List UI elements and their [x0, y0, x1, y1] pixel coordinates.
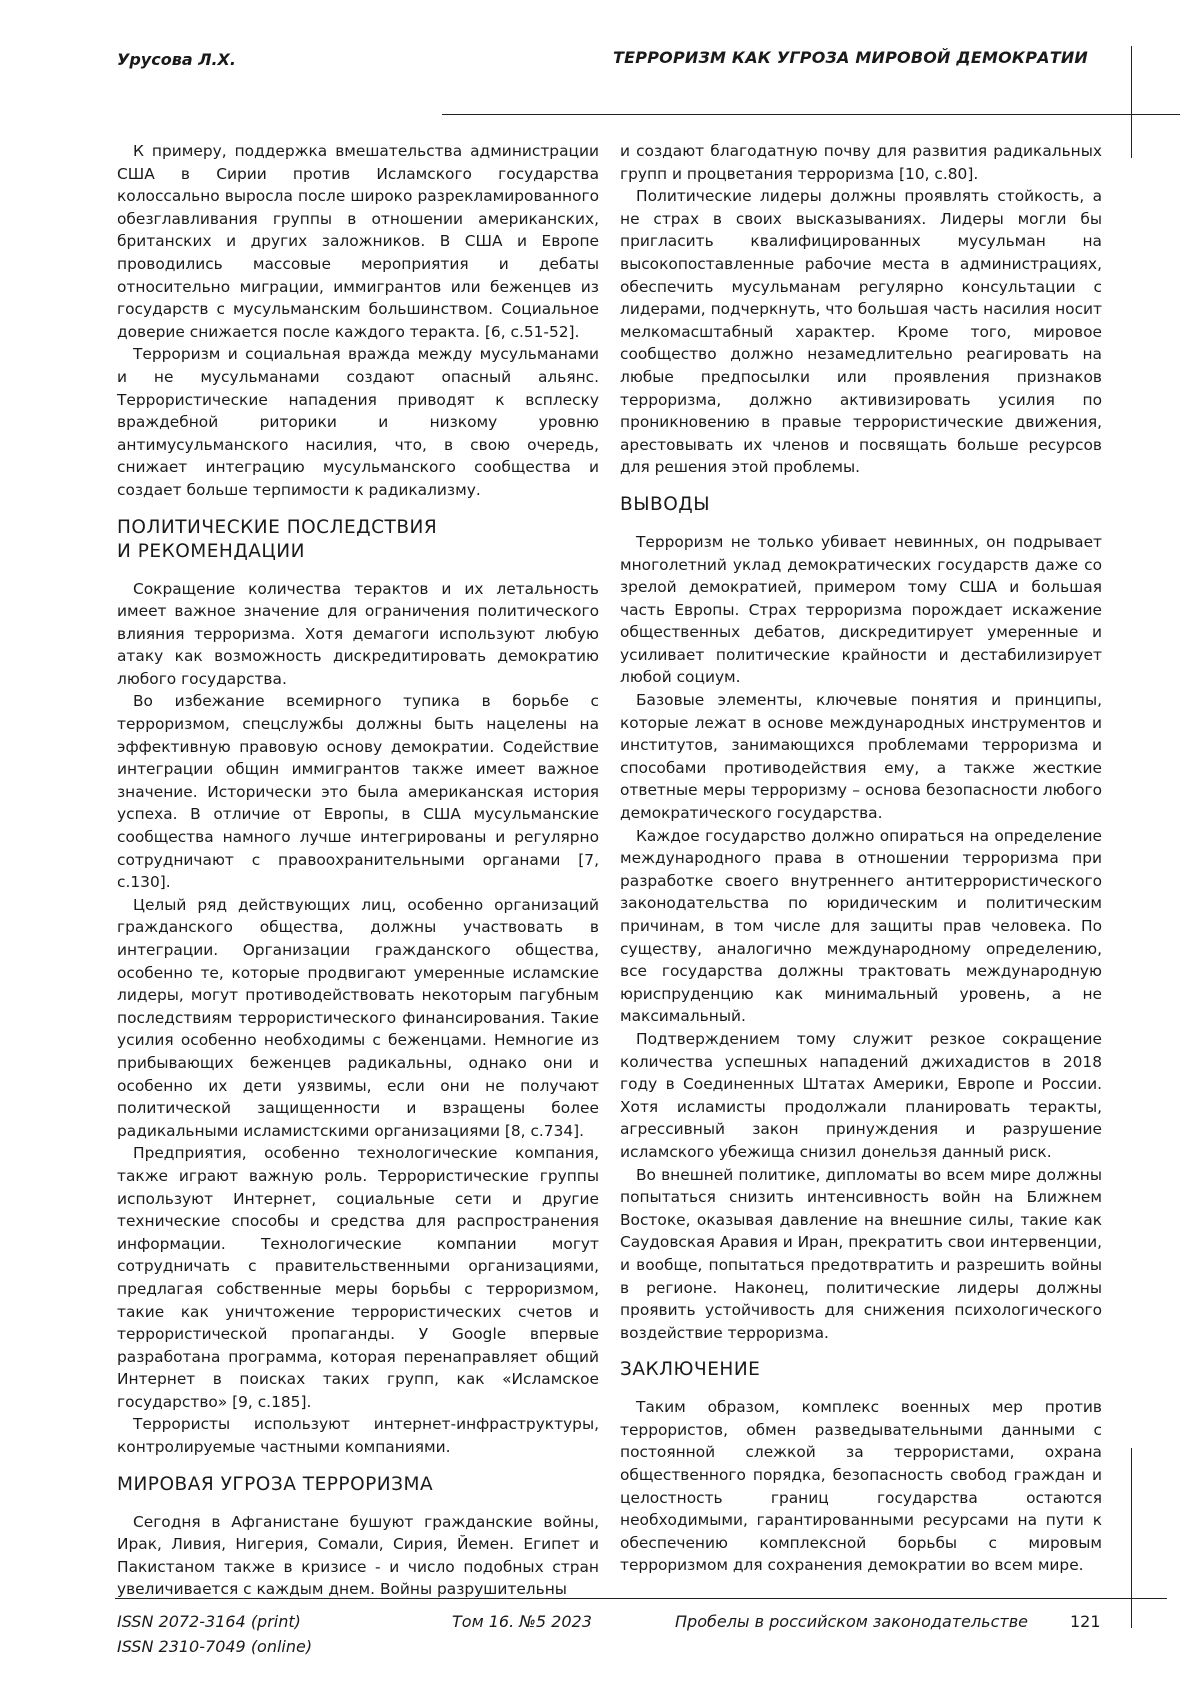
paragraph: Во избежание всемирного тупика в борьбе с терроризмом, спецслужбы должны быть нацелены на эффективную правовую основу демократии. Содействие интеграции общин иммигрантов также имеет важное значение. Исторически это была американская история успеха. В отличие от Европы, в США мусульманские сообщества намного лучше интегрированы и регулярно сотрудничают с правоохранительными органами [7, с.130]. — [117, 692, 599, 892]
paragraph: Терроризм и социальная вражда между мусульманами и не мусульманами создают опасный альянс. Террористические нападения приводят к всплеску враждебной риторики и низкому уровню антимусульманского насилия, что, в свою очередь, снижает интеграцию мусульманского сообщества и создает больше терпимости к радикализму. — [117, 345, 599, 499]
paragraph: Таким образом, комплекс военных мер против террористов, обмен разведывательными данными с постоянной слежкой за террористами, охрана общественного порядка, безопасность свобод граждан и целостность границ государства остаются необходимыми, гарантированными ресурсами на пути к обеспечению комплексной борьбы с мировым терроризмом для сохранения демократии во всем мире. — [620, 1398, 1102, 1575]
paragraph: Террористы используют интернет-инфраструктуры, контролируемые частными компаниями. — [117, 1415, 599, 1457]
paragraph: Каждое государство должно опираться на определение международного права в отношении терроризма при разработке своего внутреннего антитеррористического законодательства по юридическим и политическим причинам, в том числе для защиты прав человека. По существу, аналогично международному определению, все государства должны трактовать международную юриспруденцию как минимальный уровень, а не максимальный. — [620, 826, 1102, 1026]
paragraph: Терроризм не только убивает невинных, он подрывает многолетний уклад демократических государств даже со зрелой демократией, примером тому США и большая часть Европы. Страх терроризма порождает искажение общественных дебатов, дискредитирует умеренные и усиливает политические крайности и дестабилизирует любой социум. — [620, 532, 1102, 687]
heading-line-1: ПОЛИТИЧЕСКИЕ ПОСЛЕДСТВИЯ — [117, 516, 438, 538]
paragraph: Сегодня в Афганистане бушуют гражданские войны, Ирак, Ливия, Нигерия, Сомали, Сирия, Йемен. Египет и Пакистаном также в кризисе - и число подобных стран увеличивается с каждым днем. Войны разрушительны — [117, 1512, 599, 1599]
footer-vertical-rule — [1131, 1448, 1132, 1628]
paragraph: Предприятия, особенно технологические компания, также играют важную роль. Террористические группы используют Интернет, социальные сети и другие технические способы и средства для распространения информации. Технологические компании могут сотрудничать с правительственными организациями, предлагая собственные меры борьбы с терроризмом, такие как уничтожение террористических счетов и террористической пропаганды. У Google впервые разработана программа, которая перенаправляет общий Интернет в поисках таких групп, как «Исламское государство» [9, с.185]. — [117, 1144, 599, 1411]
section-heading-final: ЗАКЛЮЧЕНИЕ — [620, 1359, 761, 1381]
section-heading-threat: МИРОВАЯ УГРОЗА ТЕРРОРИЗМА — [117, 1473, 434, 1495]
paragraph: Политические лидеры должны проявлять стойкость, а не страх в своих высказываниях. Лидеры могли бы пригласить квалифицированных мусульман на высокопоставленные рабочие места в администрациях, обеспечить мусульманам регулярно консультации с лидерами, подчеркнуть, что большая часть насилия носит мелкомасштабный характер. Кроме того, мировое сообщество должно незамедлительно реагировать на любые предпосылки или проявления признаков терроризма, должно активизировать усилия по проникновению в правые террористические движения, арестовывать их членов и посвящать больше ресурсов для решения этой проблемы. — [620, 187, 1102, 477]
section-heading-conclusions: ВЫВОДЫ — [620, 493, 711, 515]
paragraph: Подтверждением тому служит резкое сокращение количества успешных нападений джихадистов в 2018 году в Соединенных Штатах Америки, Европе и России. Хотя исламисты продолжали планировать теракты, агрессивный закон принуждения и разрушение исламского убежища снизил донельзя данный риск. — [620, 1029, 1102, 1161]
volume-issue: Том 16. №5 2023 — [452, 1612, 592, 1631]
paragraph-continued: и создают благодатную почву для развития радикальных групп и процветания терроризма [10, с.80]. — [620, 142, 1102, 183]
issn-online: ISSN 2310-7049 (online) — [117, 1637, 313, 1656]
paragraph: Базовые элементы, ключевые понятия и принципы, которые лежат в основе международных инструментов и институтов, занимающихся проблемами терроризма и способами противодействия ему, а также жесткие ответные меры терроризму – основа безопасности любого демократического государства. — [620, 691, 1102, 823]
section-heading-political — [117, 516, 599, 564]
issn-print: ISSN 2072-3164 (print) — [117, 1612, 301, 1631]
header-rule — [442, 114, 1180, 115]
page-number: 121 — [1070, 1612, 1101, 1631]
right-column — [620, 140, 1102, 1577]
paragraph: Во внешней политике, дипломаты во всем мире должны попытаться снизить интенсивность войн на Ближнем Востоке, оказывая давление на внешние силы, такие как Саудовская Аравия и Иран, прекратить свои интервенции, и вообще, попытаться предотвратить и разрешить войны в регионе. Наконец, политические лидеры должны проявить устойчивость для снижения психологического воздействие терроризма. — [620, 1165, 1102, 1342]
left-column — [117, 140, 599, 1601]
running-title: ТЕРРОРИЗМ КАК УГРОЗА МИРОВОЙ ДЕМОКРАТИИ — [613, 48, 1088, 67]
journal-name: Пробелы в российском законодательстве — [675, 1612, 1028, 1631]
paragraph: К примеру, поддержка вмешательства администрации США в Сирии против Исламского государства колоссально выросла после широко разрекламированного обезглавливания группы в отношении американских, британских и других заложников. В США и Европе проводились массовые мероприятия и дебаты относительно миграции, иммигрантов или беженцев из государств с мусульманским большинством. Социальное доверие снижается после каждого теракта. [6, с.51-52]. — [117, 142, 599, 341]
heading-line-2: И РЕКОМЕНДАЦИИ — [117, 540, 305, 562]
running-author: Урусова Л.Х. — [117, 50, 236, 69]
footer-rule — [115, 1598, 1167, 1599]
paragraph: Целый ряд действующих лиц, особенно организаций гражданского общества, должны участвовать в интеграции. Организации гражданского общества, особенно те, которые продвигают умеренные исламские лидеры, могут противодействовать некоторым пагубным последствиям террористического финансирования. Такие усилия особенно необходимы с беженцами. Немногие из прибывающих беженцев радикальны, однако они и особенно их дети уязвимы, если они не получают политической защищенности и взращены более радикальными исламистскими организациями [8, с.734]. — [117, 895, 599, 1140]
header-vertical-rule — [1131, 46, 1132, 158]
paragraph: Сокращение количества терактов и их летальность имеет важное значение для ограничения политического влияния терроризма. Хотя демагоги используют любую атаку как возможность дискредитировать демократию любого государства. — [117, 579, 599, 688]
